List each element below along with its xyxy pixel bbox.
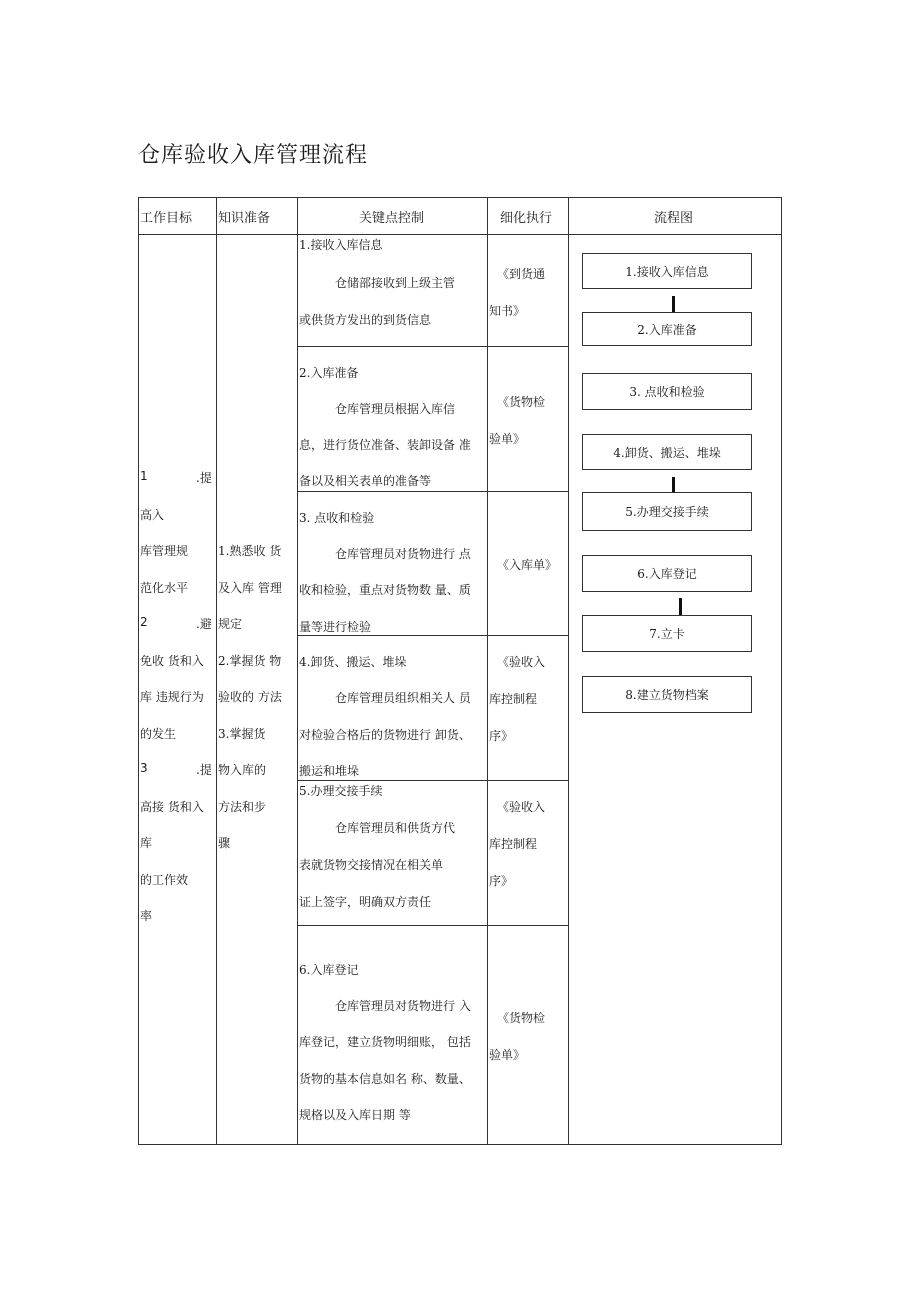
step-title: 3. 点收和检验 <box>299 511 375 525</box>
table-border-right <box>781 197 782 1145</box>
row-divider <box>297 491 569 492</box>
exec-line: 《货物检 <box>497 1011 546 1025</box>
step-title: 5.办理交接手续 <box>299 784 383 798</box>
step-line: 仓库管理员组织相关人 员 <box>335 691 471 705</box>
goal-line: 库 <box>140 836 153 850</box>
step-line: 搬运和堆垛 <box>299 764 360 778</box>
knowledge-line: 方法和步 <box>218 800 267 814</box>
exec-line: 序》 <box>489 729 514 743</box>
flow-label: 4.卸货、搬运、堆垛 <box>613 445 721 460</box>
goal-line: 率 <box>140 909 153 923</box>
step-title: 2.入库准备 <box>299 366 359 380</box>
flow-label: 5.办理交接手续 <box>625 505 709 519</box>
header-goal: 工作目标 <box>140 211 193 226</box>
goal-line: 3 <box>140 761 148 775</box>
table-header-divider <box>138 234 782 235</box>
step-line: 规格以及入库日期 等 <box>299 1108 411 1122</box>
header-execution: 细化执行 <box>500 211 553 226</box>
exec-line: 验单》 <box>489 432 526 446</box>
step-line: 仓库管理员和供货方代 <box>335 821 456 835</box>
flow-box-5 <box>582 492 752 531</box>
step-line: 对检验合格后的货物进行 卸货、 <box>299 728 471 742</box>
step-line: 库登记，建立货物明细账， 包括 <box>299 1035 471 1049</box>
step-title: 4.卸货、搬运、堆垛 <box>299 655 407 669</box>
exec-line: 《货物检 <box>497 395 546 409</box>
goal-line: 免收 货和入 <box>140 654 204 668</box>
step-line: 证上签字，明确双方责任 <box>299 895 432 909</box>
flow-box-1 <box>582 253 752 289</box>
flow-box-6 <box>582 555 752 592</box>
exec-line: 序》 <box>489 874 514 888</box>
goal-line: 的发生 <box>140 727 177 741</box>
exec-line: 库控制程 <box>489 837 538 851</box>
flow-connector <box>672 296 675 312</box>
exec-line: 《验收入 <box>497 655 546 669</box>
flow-box-8 <box>582 676 752 713</box>
table-border-bottom <box>138 1144 782 1145</box>
step-title: 6.入库登记 <box>299 963 359 977</box>
step-line: 或供货方发出的到货信息 <box>299 313 432 327</box>
col-divider-2 <box>297 197 298 1145</box>
page-title: 仓库验收入库管理流程 <box>138 143 369 168</box>
knowledge-line: 骤 <box>218 836 231 850</box>
step-line: 息，进行货位准备、装卸设备 准 <box>299 438 471 452</box>
goal-line: 2 <box>140 615 148 629</box>
exec-line: 库控制程 <box>489 692 538 706</box>
goal-line: 高接 货和入 <box>140 800 204 814</box>
row-divider <box>297 635 569 636</box>
flow-label: 1.接收入库信息 <box>625 264 709 279</box>
exec-line: 《到货通 <box>497 267 546 281</box>
flow-label: 8.建立货物档案 <box>625 688 709 702</box>
step-line: 备以及相关表单的准备等 <box>299 474 432 488</box>
knowledge-line: 规定 <box>218 617 243 631</box>
flow-connector <box>672 477 675 492</box>
goal-line: 范化水平 <box>140 581 189 595</box>
row-divider <box>297 346 569 347</box>
step-line: 仓储部接收到上级主管 <box>335 276 456 290</box>
knowledge-line: 2.掌握货 物 <box>218 654 282 668</box>
col-divider-3 <box>487 197 488 1145</box>
table-border-left <box>138 197 139 1145</box>
flow-box-3 <box>582 373 752 410</box>
col-divider-4 <box>568 197 569 1145</box>
row-divider <box>297 925 569 926</box>
header-knowledge: 知识准备 <box>218 211 271 226</box>
exec-line: 《入库单》 <box>497 558 558 572</box>
flow-label: 6.入库登记 <box>637 567 697 581</box>
flow-box-7 <box>582 615 752 652</box>
goal-line: 库管理规 <box>140 544 189 558</box>
step-line: 量等进行检验 <box>299 620 372 634</box>
step-line: 收和检验，重点对货物数 量、质 <box>299 583 471 597</box>
flow-label: 2.入库准备 <box>637 322 697 337</box>
flow-box-4 <box>582 434 752 470</box>
goal-line: 高入 <box>140 508 165 522</box>
col-divider-1 <box>216 197 217 1145</box>
row-divider <box>297 780 569 781</box>
goal-line: .提 <box>196 471 212 485</box>
goal-line: .避 <box>196 617 212 631</box>
header-flowchart: 流程图 <box>654 211 694 226</box>
knowledge-line: 3.掌握货 <box>218 727 266 741</box>
knowledge-line: 物入库的 <box>218 763 267 777</box>
flow-connector <box>679 598 682 615</box>
exec-line: 验单》 <box>489 1048 526 1062</box>
knowledge-line: 验收的 方法 <box>218 690 282 704</box>
exec-line: 《验收入 <box>497 800 546 814</box>
table-border-top <box>138 197 782 198</box>
step-title: 1.接收入库信息 <box>299 238 383 252</box>
step-line: 仓库管理员对货物进行 点 <box>335 547 471 561</box>
step-line: 货物的基本信息如名 称、数量、 <box>299 1072 471 1086</box>
goal-line: 的工作效 <box>140 873 189 887</box>
flow-label: 7.立卡 <box>649 627 685 641</box>
step-line: 仓库管理员根据入库信 <box>335 402 456 416</box>
goal-line: 库 违规行为 <box>140 690 204 704</box>
goal-line: 1 <box>140 469 148 483</box>
flow-label: 3. 点收和检验 <box>629 385 705 399</box>
step-line: 表就货物交接情况在相关单 <box>299 858 444 872</box>
exec-line: 知书》 <box>489 304 526 318</box>
knowledge-line: 1.熟悉收 货 <box>218 544 282 558</box>
header-key-control: 关键点控制 <box>359 211 425 226</box>
goal-line: .提 <box>196 763 212 777</box>
step-line: 仓库管理员对货物进行 入 <box>335 999 471 1013</box>
flow-box-2 <box>582 312 752 346</box>
knowledge-line: 及入库 管理 <box>218 581 282 595</box>
